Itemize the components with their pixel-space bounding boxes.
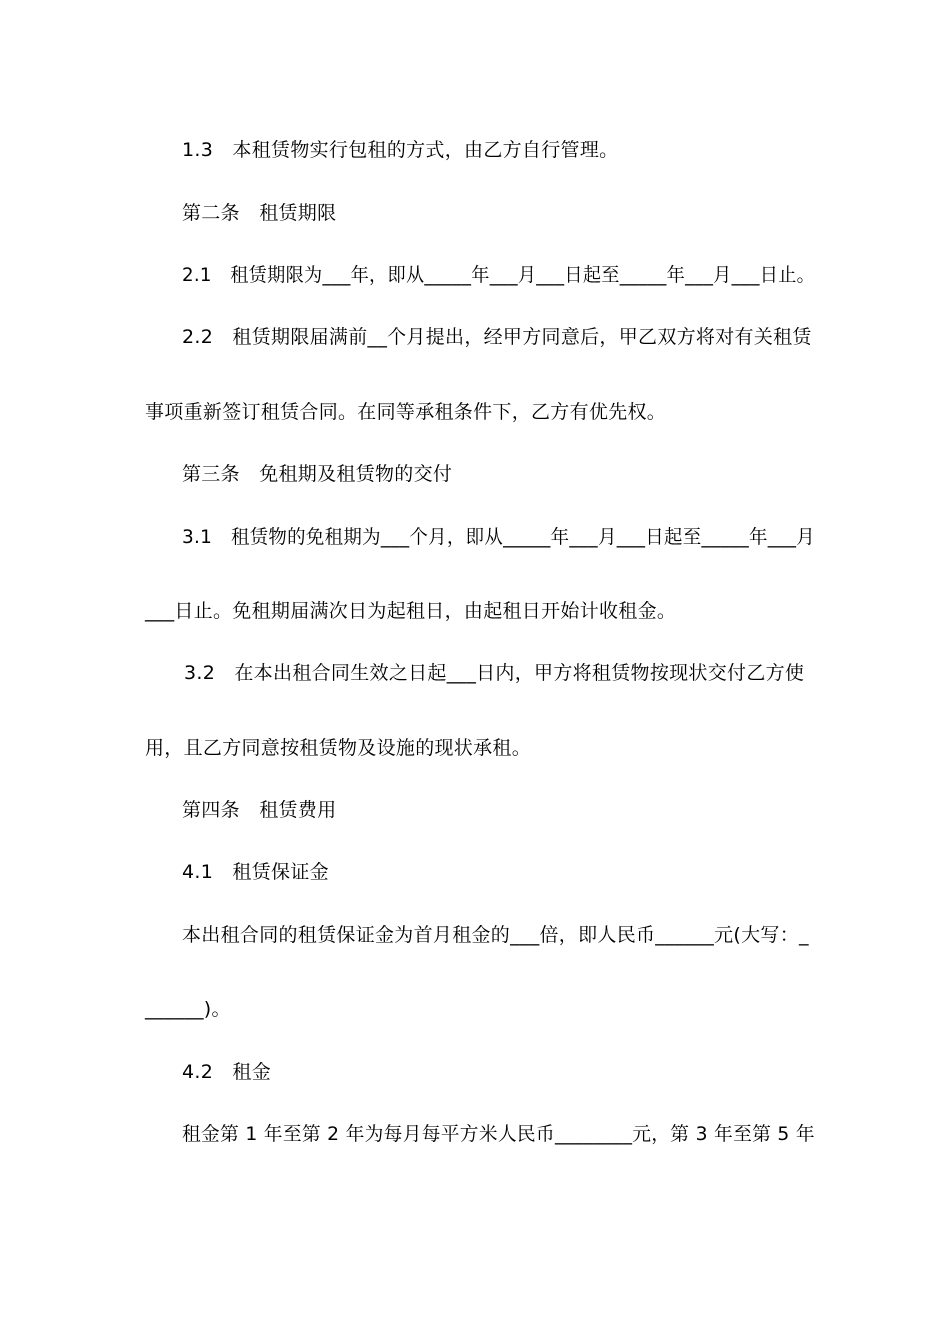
article-2-heading: 第二条 租赁期限 (182, 202, 337, 224)
clause-4-1-heading: 4.1 租赁保证金 (182, 861, 329, 883)
clause-3-2-continued: 用，且乙方同意按租赁物及设施的现状承租。 (145, 737, 532, 759)
clause-3-1: 3.1 租赁物的免租期为___个月，即从_____年___月___日起至_____年___月 (182, 526, 816, 548)
clause-2-1: 2.1 租赁期限为___年，即从_____年___月___日起至_____年___月___日止。 (182, 264, 816, 286)
clause-4-2-heading: 4.2 租金 (182, 1061, 272, 1083)
clause-4-1-body: 本出租合同的租赁保证金为首月租金的___倍，即人民币______元(大写：_ (182, 924, 809, 946)
clause-2-2: 2.2 租赁期限届满前__个月提出，经甲方同意后，甲乙双方将对有关租赁 (182, 326, 812, 348)
clause-4-2-body: 租金第 1 年至第 2 年为每月每平方米人民币________元，第 3 年至第 5 年 (182, 1123, 815, 1145)
clause-2-2-continued: 事项重新签订租赁合同。在同等承租条件下，乙方有优先权。 (145, 401, 667, 423)
article-3-heading: 第三条 免租期及租赁物的交付 (182, 463, 453, 485)
article-4-heading: 第四条 租赁费用 (182, 799, 337, 821)
clause-4-1-body-continued: ______)。 (145, 998, 231, 1020)
clause-3-2: 3.2 在本出租合同生效之日起___日内，甲方将租赁物按现状交付乙方使 (184, 662, 805, 684)
clause-1-3: 1.3 本租赁物实行包租的方式，由乙方自行管理。 (182, 139, 619, 161)
clause-3-1-continued: ___日止。免租期届满次日为起租日，由起租日开始计收租金。 (145, 600, 677, 622)
